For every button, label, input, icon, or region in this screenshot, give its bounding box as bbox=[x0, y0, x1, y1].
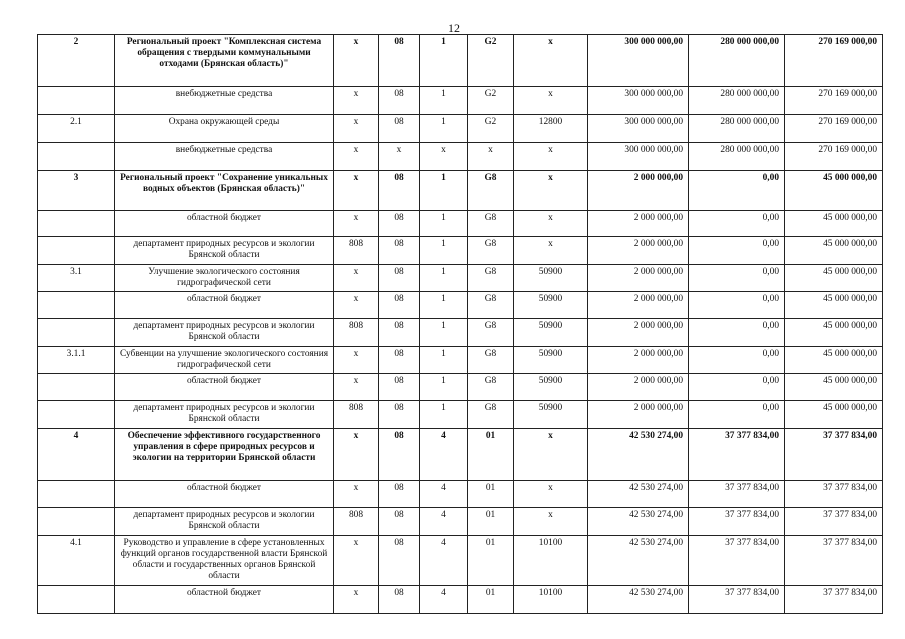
subprogram-cell: G2 bbox=[468, 115, 514, 143]
table-row bbox=[38, 401, 883, 429]
amount-year2-cell: 0,00 bbox=[689, 374, 785, 401]
target-code-cell: x bbox=[514, 237, 588, 265]
amount-year2-cell: 37 377 834,00 bbox=[689, 586, 785, 614]
table-row bbox=[38, 292, 883, 319]
item-name-cell: областной бюджет bbox=[115, 374, 334, 401]
program-cell: 4 bbox=[420, 481, 468, 508]
item-name-cell: Региональный проект "Сохранение уникальных водных объектов (Брянская область)" bbox=[115, 171, 334, 211]
amount-year2-cell: 37 377 834,00 bbox=[689, 536, 785, 586]
table-row bbox=[38, 87, 883, 115]
item-name-cell: областной бюджет bbox=[115, 481, 334, 508]
code-a-cell: 808 bbox=[334, 401, 379, 429]
code-a-cell: 808 bbox=[334, 508, 379, 536]
code-a-cell: x bbox=[334, 586, 379, 614]
subprogram-cell: G8 bbox=[468, 171, 514, 211]
row-number-cell bbox=[38, 508, 115, 536]
target-code-cell: x bbox=[514, 508, 588, 536]
amount-year3-cell: 45 000 000,00 bbox=[785, 237, 883, 265]
row-number-cell bbox=[38, 211, 115, 237]
program-cell: 4 bbox=[420, 586, 468, 614]
section-cell: 08 bbox=[379, 319, 420, 347]
budget-table bbox=[37, 34, 883, 614]
code-a-cell: x bbox=[334, 481, 379, 508]
table-row bbox=[38, 115, 883, 143]
amount-year1-cell: 300 000 000,00 bbox=[588, 35, 689, 87]
section-cell: 08 bbox=[379, 401, 420, 429]
section-cell: 08 bbox=[379, 237, 420, 265]
amount-year2-cell: 0,00 bbox=[689, 347, 785, 374]
target-code-cell: x bbox=[514, 87, 588, 115]
section-cell: 08 bbox=[379, 347, 420, 374]
section-cell: 08 bbox=[379, 536, 420, 586]
amount-year3-cell: 270 169 000,00 bbox=[785, 143, 883, 171]
item-name-cell: внебюджетные средства bbox=[115, 143, 334, 171]
amount-year2-cell: 37 377 834,00 bbox=[689, 508, 785, 536]
table-row bbox=[38, 374, 883, 401]
amount-year1-cell: 300 000 000,00 bbox=[588, 87, 689, 115]
amount-year1-cell: 2 000 000,00 bbox=[588, 265, 689, 292]
amount-year3-cell: 45 000 000,00 bbox=[785, 374, 883, 401]
amount-year3-cell: 45 000 000,00 bbox=[785, 292, 883, 319]
code-a-cell: x bbox=[334, 347, 379, 374]
amount-year2-cell: 280 000 000,00 bbox=[689, 115, 785, 143]
amount-year1-cell: 2 000 000,00 bbox=[588, 171, 689, 211]
code-a-cell: 808 bbox=[334, 319, 379, 347]
amount-year3-cell: 45 000 000,00 bbox=[785, 401, 883, 429]
item-name-cell: департамент природных ресурсов и экологии Брянской области bbox=[115, 508, 334, 536]
amount-year3-cell: 37 377 834,00 bbox=[785, 481, 883, 508]
amount-year2-cell: 37 377 834,00 bbox=[689, 429, 785, 481]
amount-year2-cell: 280 000 000,00 bbox=[689, 143, 785, 171]
amount-year1-cell: 2 000 000,00 bbox=[588, 347, 689, 374]
row-number-cell bbox=[38, 374, 115, 401]
amount-year1-cell: 42 530 274,00 bbox=[588, 586, 689, 614]
amount-year1-cell: 2 000 000,00 bbox=[588, 319, 689, 347]
row-number-cell: 3.1.1 bbox=[38, 347, 115, 374]
section-cell: 08 bbox=[379, 508, 420, 536]
target-code-cell: 10100 bbox=[514, 586, 588, 614]
item-name-cell: Руководство и управление в сфере установленных функций органов государственной власти Брянской области и государственных органов Брянской области bbox=[115, 536, 334, 586]
program-cell: 1 bbox=[420, 374, 468, 401]
amount-year1-cell: 2 000 000,00 bbox=[588, 374, 689, 401]
program-cell: 1 bbox=[420, 35, 468, 87]
item-name-cell: Субвенции на улучшение экологического состояния гидрографической сети bbox=[115, 347, 334, 374]
amount-year1-cell: 2 000 000,00 bbox=[588, 237, 689, 265]
code-a-cell: x bbox=[334, 143, 379, 171]
row-number-cell: 3.1 bbox=[38, 265, 115, 292]
item-name-cell: Обеспечение эффективного государственного управления в сфере природных ресурсов и экологии на территории Брянской области bbox=[115, 429, 334, 481]
code-a-cell: x bbox=[334, 265, 379, 292]
program-cell: x bbox=[420, 143, 468, 171]
table-row bbox=[38, 35, 883, 87]
amount-year1-cell: 42 530 274,00 bbox=[588, 481, 689, 508]
subprogram-cell: G2 bbox=[468, 35, 514, 87]
item-name-cell: департамент природных ресурсов и экологии Брянской области bbox=[115, 237, 334, 265]
amount-year3-cell: 270 169 000,00 bbox=[785, 35, 883, 87]
item-name-cell: департамент природных ресурсов и экологии Брянской области bbox=[115, 319, 334, 347]
code-a-cell: x bbox=[334, 374, 379, 401]
subprogram-cell: G8 bbox=[468, 292, 514, 319]
amount-year3-cell: 45 000 000,00 bbox=[785, 347, 883, 374]
table-row bbox=[38, 237, 883, 265]
subprogram-cell: 01 bbox=[468, 536, 514, 586]
target-code-cell: x bbox=[514, 429, 588, 481]
section-cell: 08 bbox=[379, 211, 420, 237]
item-name-cell: департамент природных ресурсов и экологии Брянской области bbox=[115, 401, 334, 429]
target-code-cell: 50900 bbox=[514, 401, 588, 429]
subprogram-cell: 01 bbox=[468, 586, 514, 614]
target-code-cell: x bbox=[514, 143, 588, 171]
subprogram-cell: G8 bbox=[468, 265, 514, 292]
subprogram-cell: G2 bbox=[468, 87, 514, 115]
target-code-cell: x bbox=[514, 211, 588, 237]
section-cell: x bbox=[379, 143, 420, 171]
amount-year1-cell: 300 000 000,00 bbox=[588, 115, 689, 143]
amount-year1-cell: 300 000 000,00 bbox=[588, 143, 689, 171]
table-row bbox=[38, 211, 883, 237]
code-a-cell: x bbox=[334, 115, 379, 143]
amount-year1-cell: 2 000 000,00 bbox=[588, 401, 689, 429]
program-cell: 4 bbox=[420, 536, 468, 586]
section-cell: 08 bbox=[379, 292, 420, 319]
amount-year2-cell: 280 000 000,00 bbox=[689, 87, 785, 115]
amount-year3-cell: 45 000 000,00 bbox=[785, 319, 883, 347]
program-cell: 1 bbox=[420, 265, 468, 292]
target-code-cell: 50900 bbox=[514, 374, 588, 401]
target-code-cell: 10100 bbox=[514, 536, 588, 586]
row-number-cell bbox=[38, 586, 115, 614]
row-number-cell bbox=[38, 87, 115, 115]
amount-year3-cell: 270 169 000,00 bbox=[785, 87, 883, 115]
amount-year2-cell: 0,00 bbox=[689, 401, 785, 429]
program-cell: 1 bbox=[420, 115, 468, 143]
amount-year3-cell: 45 000 000,00 bbox=[785, 211, 883, 237]
item-name-cell: Улучшение экологического состояния гидрографической сети bbox=[115, 265, 334, 292]
code-a-cell: x bbox=[334, 211, 379, 237]
subprogram-cell: G8 bbox=[468, 237, 514, 265]
code-a-cell: 808 bbox=[334, 237, 379, 265]
table-row bbox=[38, 481, 883, 508]
target-code-cell: 12800 bbox=[514, 115, 588, 143]
row-number-cell bbox=[38, 292, 115, 319]
subprogram-cell: G8 bbox=[468, 319, 514, 347]
row-number-cell bbox=[38, 401, 115, 429]
section-cell: 08 bbox=[379, 171, 420, 211]
amount-year3-cell: 37 377 834,00 bbox=[785, 536, 883, 586]
table-row bbox=[38, 508, 883, 536]
code-a-cell: x bbox=[334, 35, 379, 87]
table-row bbox=[38, 171, 883, 211]
amount-year3-cell: 270 169 000,00 bbox=[785, 115, 883, 143]
program-cell: 4 bbox=[420, 429, 468, 481]
row-number-cell bbox=[38, 481, 115, 508]
table-row bbox=[38, 319, 883, 347]
program-cell: 1 bbox=[420, 292, 468, 319]
amount-year2-cell: 0,00 bbox=[689, 265, 785, 292]
program-cell: 1 bbox=[420, 211, 468, 237]
subprogram-cell: G8 bbox=[468, 374, 514, 401]
target-code-cell: 50900 bbox=[514, 292, 588, 319]
item-name-cell: внебюджетные средства bbox=[115, 87, 334, 115]
amount-year3-cell: 45 000 000,00 bbox=[785, 171, 883, 211]
row-number-cell bbox=[38, 143, 115, 171]
amount-year3-cell: 37 377 834,00 bbox=[785, 429, 883, 481]
amount-year2-cell: 0,00 bbox=[689, 237, 785, 265]
amount-year2-cell: 0,00 bbox=[689, 171, 785, 211]
row-number-cell: 4.1 bbox=[38, 536, 115, 586]
item-name-cell: областной бюджет bbox=[115, 292, 334, 319]
program-cell: 1 bbox=[420, 87, 468, 115]
program-cell: 4 bbox=[420, 508, 468, 536]
code-a-cell: x bbox=[334, 87, 379, 115]
target-code-cell: 50900 bbox=[514, 319, 588, 347]
table-row bbox=[38, 536, 883, 586]
item-name-cell: Региональный проект "Комплексная система обращения с твердыми коммунальными отходами (Брянская область)" bbox=[115, 35, 334, 87]
section-cell: 08 bbox=[379, 265, 420, 292]
row-number-cell: 4 bbox=[38, 429, 115, 481]
section-cell: 08 bbox=[379, 87, 420, 115]
row-number-cell: 3 bbox=[38, 171, 115, 211]
table-row bbox=[38, 586, 883, 614]
section-cell: 08 bbox=[379, 586, 420, 614]
subprogram-cell: 01 bbox=[468, 481, 514, 508]
section-cell: 08 bbox=[379, 35, 420, 87]
section-cell: 08 bbox=[379, 481, 420, 508]
table-row bbox=[38, 143, 883, 171]
item-name-cell: Охрана окружающей среды bbox=[115, 115, 334, 143]
row-number-cell: 2 bbox=[38, 35, 115, 87]
program-cell: 1 bbox=[420, 401, 468, 429]
page-number: 12 bbox=[448, 21, 460, 35]
code-a-cell: x bbox=[334, 536, 379, 586]
target-code-cell: x bbox=[514, 171, 588, 211]
section-cell: 08 bbox=[379, 374, 420, 401]
code-a-cell: x bbox=[334, 171, 379, 211]
amount-year3-cell: 37 377 834,00 bbox=[785, 586, 883, 614]
section-cell: 08 bbox=[379, 429, 420, 481]
table-row bbox=[38, 347, 883, 374]
target-code-cell: 50900 bbox=[514, 265, 588, 292]
program-cell: 1 bbox=[420, 171, 468, 211]
row-number-cell bbox=[38, 319, 115, 347]
section-cell: 08 bbox=[379, 115, 420, 143]
amount-year2-cell: 0,00 bbox=[689, 319, 785, 347]
subprogram-cell: G8 bbox=[468, 211, 514, 237]
amount-year1-cell: 2 000 000,00 bbox=[588, 292, 689, 319]
item-name-cell: областной бюджет bbox=[115, 211, 334, 237]
amount-year2-cell: 0,00 bbox=[689, 292, 785, 319]
target-code-cell: x bbox=[514, 481, 588, 508]
amount-year1-cell: 42 530 274,00 bbox=[588, 536, 689, 586]
code-a-cell: x bbox=[334, 429, 379, 481]
row-number-cell bbox=[38, 237, 115, 265]
program-cell: 1 bbox=[420, 347, 468, 374]
row-number-cell: 2.1 bbox=[38, 115, 115, 143]
amount-year3-cell: 45 000 000,00 bbox=[785, 265, 883, 292]
code-a-cell: x bbox=[334, 292, 379, 319]
subprogram-cell: 01 bbox=[468, 508, 514, 536]
subprogram-cell: x bbox=[468, 143, 514, 171]
target-code-cell: 50900 bbox=[514, 347, 588, 374]
amount-year2-cell: 0,00 bbox=[689, 211, 785, 237]
program-cell: 1 bbox=[420, 237, 468, 265]
table-row bbox=[38, 265, 883, 292]
item-name-cell: областной бюджет bbox=[115, 586, 334, 614]
subprogram-cell: G8 bbox=[468, 401, 514, 429]
subprogram-cell: 01 bbox=[468, 429, 514, 481]
amount-year2-cell: 37 377 834,00 bbox=[689, 481, 785, 508]
amount-year2-cell: 280 000 000,00 bbox=[689, 35, 785, 87]
amount-year1-cell: 42 530 274,00 bbox=[588, 429, 689, 481]
table-row bbox=[38, 429, 883, 481]
amount-year1-cell: 2 000 000,00 bbox=[588, 211, 689, 237]
amount-year1-cell: 42 530 274,00 bbox=[588, 508, 689, 536]
subprogram-cell: G8 bbox=[468, 347, 514, 374]
program-cell: 1 bbox=[420, 319, 468, 347]
amount-year3-cell: 37 377 834,00 bbox=[785, 508, 883, 536]
target-code-cell: x bbox=[514, 35, 588, 87]
